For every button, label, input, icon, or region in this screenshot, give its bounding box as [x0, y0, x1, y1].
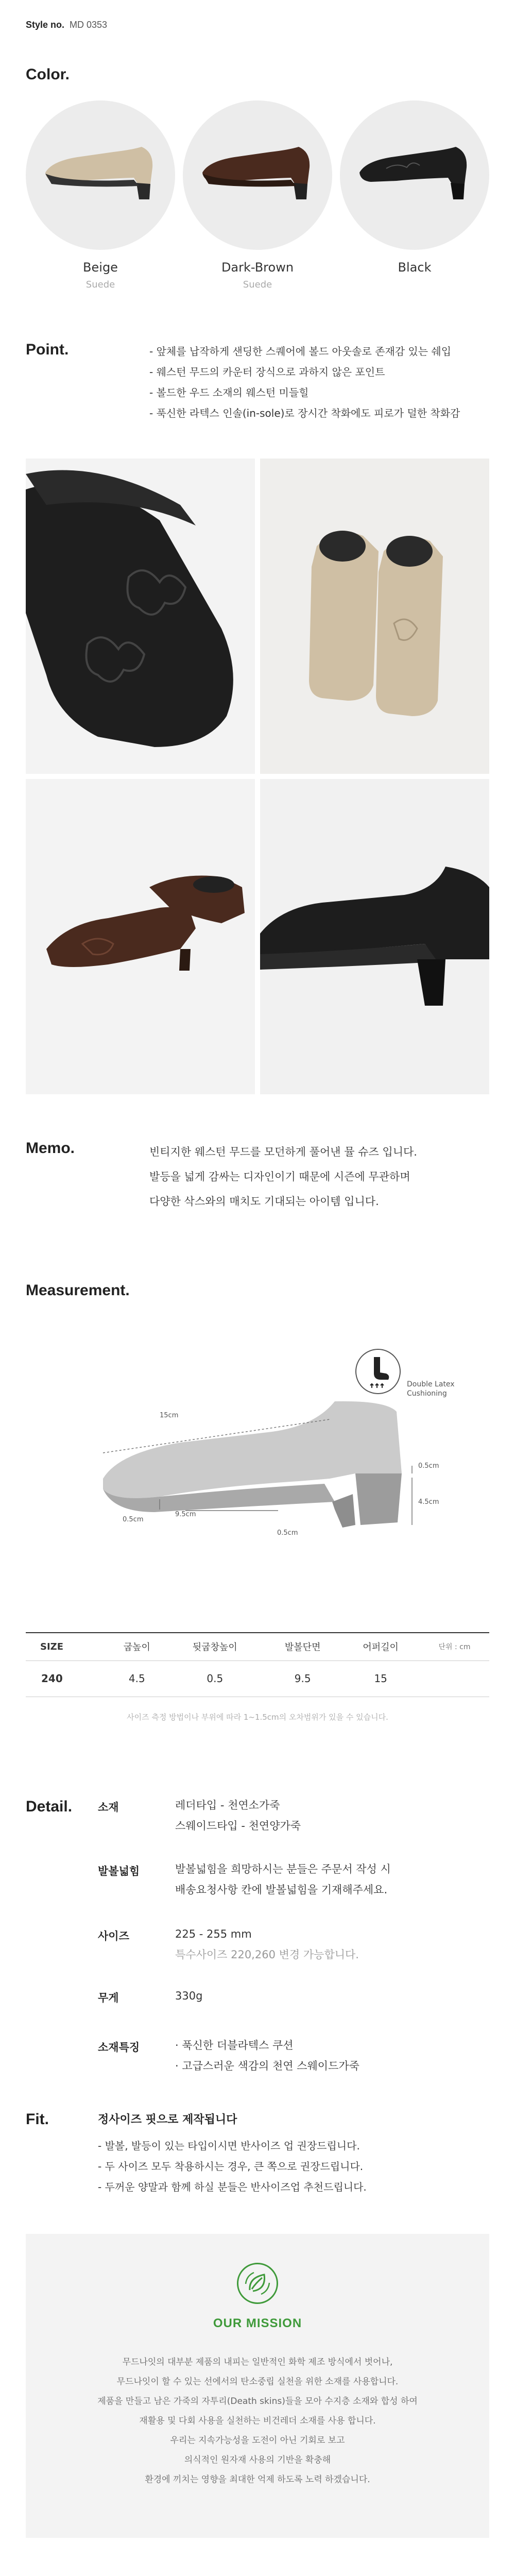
detail-value	[175, 1859, 505, 1900]
table-cell: 4.5	[108, 1660, 166, 1697]
mission-body	[26, 2352, 489, 2489]
memo-line: 다양한 삭스와의 매치도 기대되는 아이템 입니다.	[149, 1195, 379, 1208]
point-heading: Point.	[26, 341, 69, 358]
point-item: - 볼드한 우드 소재의 웨스턴 미들힐	[149, 382, 460, 403]
table-header: 뒷굽창높이	[166, 1633, 264, 1660]
table-unit: 단위 : cm	[420, 1633, 489, 1660]
color-heading: Color.	[26, 66, 70, 83]
toe-height-label: 0.5cm	[123, 1516, 144, 1523]
brown-mule-pair-image	[26, 779, 255, 1094]
table-header: 굽높이	[108, 1633, 166, 1660]
photo-black-side	[260, 779, 489, 1094]
front-sole-label: 0.5cm	[277, 1529, 298, 1537]
point-item: - 푹신한 라텍스 인솔(in-sole)로 장시간 착화에도 피로가 덜한 착화감	[149, 403, 460, 423]
memo-text	[149, 1140, 417, 1214]
measurement-table	[26, 1632, 489, 1697]
mission-line: 환경에 끼치는 영향을 최대한 억제 하도록 노력 하겠습니다.	[145, 2475, 370, 2485]
point-list	[149, 341, 460, 423]
memo-heading: Memo.	[26, 1140, 75, 1157]
eco-leaf-icon	[237, 2263, 278, 2304]
black-mule-side-image	[260, 779, 489, 1094]
detail-line: 배송요청사항 칸에 발볼넓힘을 기재해주세요.	[175, 1884, 388, 1896]
detail-key: 무게	[98, 1992, 119, 2004]
fit-list	[98, 2136, 367, 2197]
detail-value	[175, 1795, 505, 1836]
point-item: - 웨스턴 무드의 카운터 장식으로 과하지 않은 포인트	[149, 362, 460, 382]
swatch-black[interactable]	[340, 100, 489, 250]
swatch-beige-material: Suede	[85, 279, 115, 290]
beige-mule-image	[36, 137, 165, 214]
measurement-diagram	[82, 1391, 453, 1556]
point-item: - 앞체를 납작하게 샌딩한 스퀘어에 볼드 아웃솔로 존재감 있는 쉐입	[149, 341, 460, 362]
measurement-heading: Measurement.	[26, 1282, 130, 1299]
counter-label: 0.5cm	[418, 1462, 439, 1470]
cushion-icon	[355, 1349, 401, 1394]
cushion-label: Double Latex Cushioning	[407, 1380, 455, 1398]
fit-title: 정사이즈 핏으로 제작됩니다	[98, 2113, 237, 2126]
fit-item: - 두 사이즈 모두 착용하시는 경우, 큰 쪽으로 권장드립니다.	[98, 2156, 367, 2177]
sole-width-label: 9.5cm	[175, 1511, 196, 1518]
mission-title: OUR MISSION	[213, 2316, 302, 2330]
table-row	[26, 1660, 489, 1697]
mission-line: 제품을 만들고 남은 가죽의 자투리(Death skins)들을 모아 수지층 소재와 합성 하여	[97, 2396, 418, 2406]
black-mule-image	[350, 137, 479, 214]
fit-item: - 두꺼운 양말과 함께 하실 분들은 반사이즈업 추천드립니다.	[98, 2177, 367, 2197]
mission-line: 의식적인 원자재 사용의 기반을 확충해	[184, 2455, 331, 2465]
detail-key: 발볼넓힘	[98, 1865, 140, 1877]
style-number	[26, 20, 107, 30]
mission-box	[26, 2234, 489, 2538]
fit-heading: Fit.	[26, 2111, 49, 2128]
detail-line: 330g	[175, 1990, 203, 2002]
detail-key: 소재특징	[98, 2041, 140, 2054]
detail-line: 특수사이즈 220,260 변경 가능합니다.	[175, 1948, 359, 1961]
photo-black-closeup	[26, 459, 255, 774]
detail-line: 레더타입 - 천연소가죽	[175, 1799, 280, 1811]
detail-key: 사이즈	[98, 1930, 129, 1942]
detail-line: · 푹신한 더블라텍스 쿠션	[175, 2039, 294, 2052]
swatch-dark-brown-name: Dark-Brown	[221, 260, 294, 275]
table-header: 어퍼길이	[341, 1633, 419, 1660]
memo-line: 빈티지한 웨스턴 무드를 모던하게 풀어낸 뮬 슈즈 입니다.	[149, 1146, 417, 1158]
mission-line: 무드나잇의 대부분 제품의 내피는 일반적인 화학 제조 방식에서 벗어나,	[122, 2357, 393, 2367]
mission-line: 무드나잇이 할 수 있는 선에서의 탄소중립 실천을 위한 소재를 사용합니다.	[116, 2377, 399, 2387]
beige-mule-pair-image	[260, 459, 489, 774]
heel-label: 4.5cm	[418, 1498, 439, 1506]
detail-line: 발볼넓힘을 희망하시는 분들은 주문서 작성 시	[175, 1863, 391, 1875]
table-cell	[420, 1660, 489, 1697]
detail-line: 225 - 255 mm	[175, 1928, 252, 1940]
detail-value	[175, 1924, 505, 1965]
detail-value	[175, 1986, 505, 2006]
black-mule-closeup-image	[26, 459, 255, 774]
style-number-label: Style no.	[26, 20, 65, 30]
mission-line: 재활용 및 다회 사용을 실천하는 비건레더 소재를 사용 합니다.	[139, 2416, 376, 2426]
measurement-note: 사이즈 측정 방법이나 부위에 따라 1~1.5cm의 오차범위가 있을 수 있습니다.	[127, 1713, 388, 1722]
table-cell: 9.5	[264, 1660, 341, 1697]
swatch-black-name: Black	[398, 260, 432, 275]
table-header: 발볼단면	[264, 1633, 341, 1660]
detail-heading: Detail.	[26, 1798, 73, 1815]
swatch-beige-name: Beige	[83, 260, 118, 275]
table-cell: 240	[26, 1660, 108, 1697]
swatch-dark-brown[interactable]	[183, 100, 332, 250]
table-cell: 15	[341, 1660, 419, 1697]
table-cell: 0.5	[166, 1660, 264, 1697]
mission-line: 우리는 지속가능성을 도전이 아닌 기회로 보고	[170, 2435, 345, 2446]
style-number-value: MD 0353	[70, 20, 108, 30]
detail-value	[175, 2035, 505, 2076]
swatch-dark-brown-material: Suede	[243, 279, 272, 290]
table-header: SIZE	[26, 1633, 108, 1660]
length-label: 15cm	[160, 1412, 179, 1419]
photo-brown-pair	[26, 779, 255, 1094]
detail-line: · 고급스러운 색감의 천연 스웨이드가죽	[175, 2060, 359, 2072]
dark-brown-mule-image	[193, 137, 322, 214]
fit-item: - 발볼, 발등이 있는 타입이시면 반사이즈 업 권장드립니다.	[98, 2136, 367, 2156]
memo-line: 발등을 넓게 감싸는 디자인이기 때문에 시즌에 무관하며	[149, 1171, 410, 1183]
photo-beige-pair	[260, 459, 489, 774]
detail-line: 스웨이드타입 - 천연양가죽	[175, 1820, 301, 1832]
detail-key: 소재	[98, 1801, 119, 1814]
swatch-beige[interactable]	[26, 100, 175, 250]
